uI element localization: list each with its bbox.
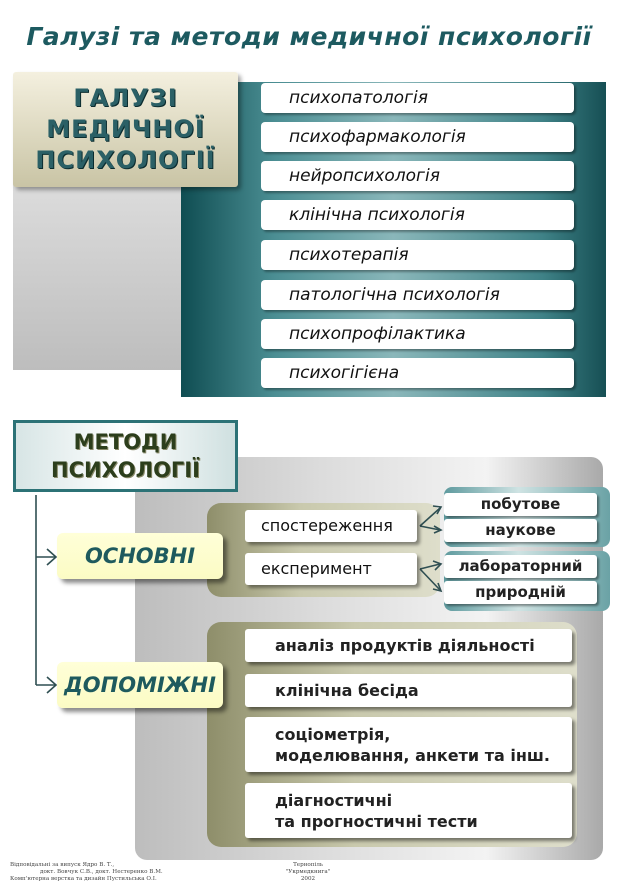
experiment-type-laboratory: лабораторний xyxy=(444,555,597,578)
branch-item: психопатологія xyxy=(261,83,574,113)
experiment-box: експеримент xyxy=(245,553,417,585)
branches-header-line-3: ПСИХОЛОГІЇ xyxy=(35,146,216,174)
basic-methods-label: ОСНОВНІ xyxy=(57,533,223,579)
experiment-type-natural: природній xyxy=(444,581,597,604)
footer-credits-line: Відповідальні за випуск Ядро В. Т., xyxy=(10,862,115,868)
branches-header-line-2: МЕДИЧНОЇ xyxy=(46,115,205,143)
branch-item: психогігієна xyxy=(261,358,574,388)
methods-header-line-1: МЕТОДИ xyxy=(73,430,178,454)
branch-item: клінічна психологія xyxy=(261,200,574,230)
auxiliary-item: діагностичні та прогностичні тести xyxy=(245,783,572,838)
branches-header-line-1: ГАЛУЗІ xyxy=(73,84,178,112)
footer-credits-line: докт. Вовчук С.В., докт. Нестеренко В.М. xyxy=(40,869,163,875)
footer-city: Тернопіль xyxy=(293,862,323,868)
observation-box: спостереження xyxy=(245,510,417,542)
observation-type-scientific: наукове xyxy=(444,519,597,542)
observation-arrow-up xyxy=(420,508,440,526)
branch-item: психофармакологія xyxy=(261,122,574,152)
methods-header xyxy=(13,420,238,492)
page-title: Галузі та методи медичної психології xyxy=(26,22,592,51)
auxiliary-item: соціометрія, моделювання, анкети та інш. xyxy=(245,717,572,772)
footer-publisher-name: "Укрмедкнига" xyxy=(285,869,331,875)
auxiliary-item: аналіз продуктів діяльності xyxy=(245,629,572,662)
footer-year: 2002 xyxy=(300,876,316,882)
branch-item: патологічна психологія xyxy=(261,280,574,310)
methods-header-line-2: ПСИХОЛОГІЇ xyxy=(51,458,200,482)
auxiliary-item: клінічна бесіда xyxy=(245,674,572,707)
footer-credits xyxy=(10,862,163,883)
branch-item: психотерапія xyxy=(261,240,574,270)
experiment-arrow-down xyxy=(420,569,440,590)
branch-item: психопрофілактика xyxy=(261,319,574,349)
footer-credits-line: Комп'ютерна верстка та дизайн Пустильська О.І. xyxy=(10,876,157,882)
footer-publisher xyxy=(268,862,348,883)
branch-item: нейропсихологія xyxy=(261,161,574,191)
auxiliary-methods-label: ДОПОМІЖНІ xyxy=(57,662,223,708)
observation-type-everyday: побутове xyxy=(444,493,597,516)
